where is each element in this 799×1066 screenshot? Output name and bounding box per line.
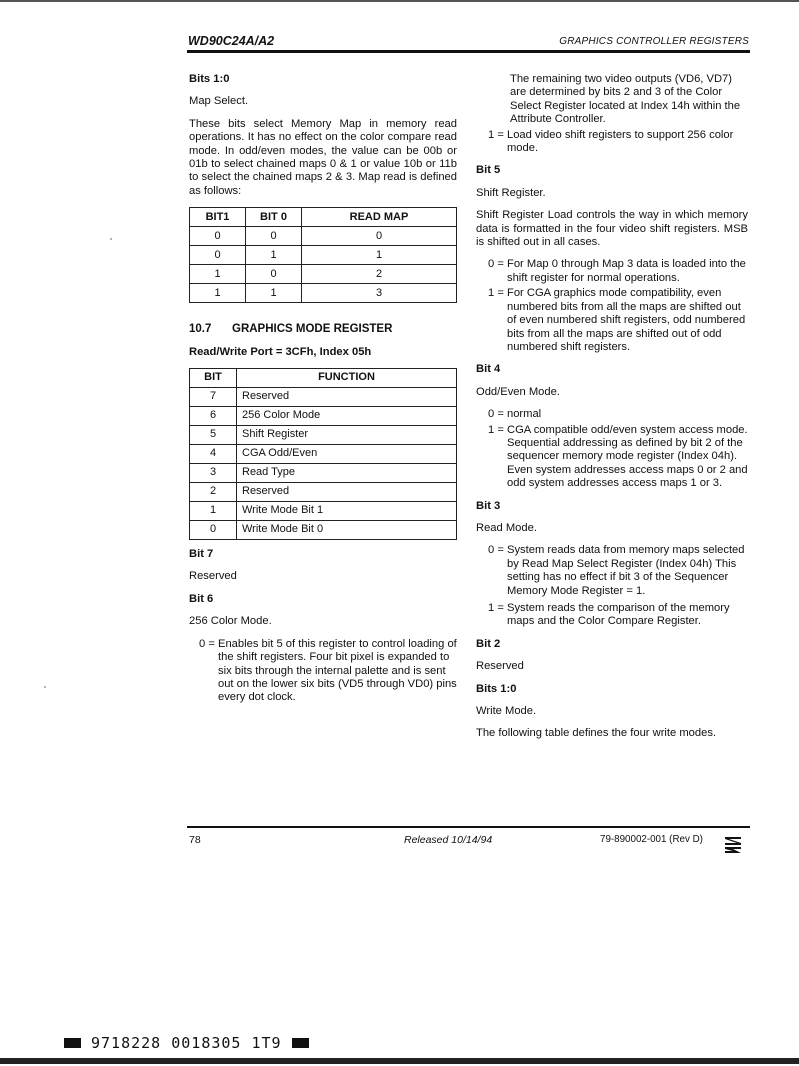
table-row (190, 284, 457, 303)
bit2-heading: Bit 2 (476, 637, 501, 650)
item-text: Load video shift registers to support 256 color mode. (506, 128, 734, 155)
item-text: For Map 0 through Map 3 data is loaded into the shift register for normal operations. (506, 258, 746, 284)
section-heading (189, 323, 457, 336)
table-cell: 0 (246, 227, 302, 246)
table-cell: Reserved (237, 483, 457, 502)
item-key: 0 = (199, 637, 218, 650)
table-cell: 7 (190, 388, 237, 407)
table-cell: Write Mode Bit 1 (237, 502, 457, 521)
section-title: GRAPHICS MODE REGISTER (232, 323, 393, 336)
bits10-write-description: The following table defines the four write modes. (476, 727, 717, 740)
table-cell: 3 (302, 284, 457, 303)
bit6-name: 256 Color Mode. (189, 615, 272, 628)
function-table (189, 368, 457, 540)
section-number: 10.7 (189, 323, 212, 336)
item-text: CGA compatible odd/even system access mode. Sequential addressing as defined by bit 2 of the sequencer memory mode register (Index 04h). Even system addresses access maps 0 or 2 and odd system addresses access maps 1 or 3. (506, 423, 748, 490)
table-cell: 2 (190, 483, 237, 502)
top-edge-line (0, 0, 799, 2)
item-text: For CGA graphics mode compatibility, even numbered bits from all the maps are shifted out of even numbered shift registers, odd numbered bits from all the maps are shifted out of odd numbered shift registers. (506, 287, 746, 353)
bit4-name: Odd/Even Mode. (476, 385, 560, 398)
table-row (190, 521, 457, 540)
table-cell: CGA Odd/Even (237, 445, 457, 464)
right-column (476, 73, 748, 750)
table-header-row (190, 208, 457, 227)
read-map-table (189, 207, 457, 303)
table-cell: 5 (190, 426, 237, 445)
table-cell: 3 (190, 464, 237, 483)
table-cell: 0 (190, 246, 246, 265)
table-row (190, 502, 457, 521)
bit3-item-1 (476, 602, 748, 629)
table-cell: 1 (190, 265, 246, 284)
table-row (190, 265, 457, 284)
table-cell: 0 (302, 227, 457, 246)
barcode-block-right (292, 1038, 309, 1048)
table-cell: 4 (190, 445, 237, 464)
scan-barcode (64, 1034, 309, 1052)
header-part-number: WD90C24A/A2 (188, 34, 275, 48)
item-key: 0 = (488, 544, 507, 557)
footer-rule (187, 826, 750, 828)
table-cell: 0 (246, 265, 302, 284)
bits10-write-heading: Bits 1:0 (476, 682, 517, 695)
item-key: 1 = (488, 602, 507, 614)
table-row (190, 464, 457, 483)
item-text: System reads the comparison of the memory maps and the Color Compare Register. (506, 602, 730, 628)
table-cell: 0 (190, 227, 246, 246)
bit3-heading: Bit 3 (476, 499, 501, 512)
table-cell: 1 (190, 284, 246, 303)
table-cell: 1 (246, 246, 302, 265)
bit6-item-0 (189, 638, 457, 705)
table-cell: Shift Register (237, 426, 457, 445)
bits10-name: Map Select. (189, 95, 249, 108)
bit7-heading: Bit 7 (189, 548, 214, 561)
release-date: Released 10/14/94 (404, 834, 493, 846)
table-row (190, 407, 457, 426)
table-cell: 0 (190, 521, 237, 540)
table-header-cell: BIT (190, 369, 237, 388)
left-column (189, 73, 457, 705)
table-cell: 1 (246, 284, 302, 303)
bit6-continuation: The remaining two video outputs (VD6, VD7) are determined by bits 2 and 3 of the Color Select Register located at Index 14h within the Attribute Controller. (510, 73, 741, 126)
scan-speck (110, 238, 112, 240)
document-number: 79-890002-001 (Rev D) (600, 834, 703, 845)
port-line: Read/Write Port = 3CFh, Index 05h (189, 345, 372, 358)
item-key: 1 = (488, 423, 507, 436)
bit4-heading: Bit 4 (476, 363, 501, 376)
bit6-item-1 (476, 129, 748, 156)
barcode-block-left (64, 1038, 81, 1048)
table-cell: Read Type (237, 464, 457, 483)
table-row (190, 246, 457, 265)
bottom-edge-bar (0, 1058, 799, 1064)
table-header-cell: BIT 0 (246, 208, 302, 227)
bit3-name: Read Mode. (476, 521, 537, 534)
table-header-cell: READ MAP (302, 208, 457, 227)
bit6-heading: Bit 6 (189, 592, 214, 605)
table-cell: 2 (302, 265, 457, 284)
item-key: 1 = (488, 128, 507, 141)
bit4-item-0: 0 = normal (488, 408, 542, 421)
barcode-text: 9718228 0018305 1T9 (91, 1034, 282, 1052)
table-header-cell: BIT1 (190, 208, 246, 227)
table-row (190, 445, 457, 464)
table-cell: Write Mode Bit 0 (237, 521, 457, 540)
table-header-row (190, 369, 457, 388)
header-rule (187, 50, 750, 53)
bits10-description: These bits select Memory Map in memory read operations. It has no effect on the color compare read mode. In odd/even modes, the value can be 00b or 01b to select chained maps 0 & 1 or value 10b or 11b to select the chained maps 2 & 3. Map read is defined as follows: (189, 117, 457, 197)
bit5-name: Shift Register. (476, 186, 546, 199)
bits10-heading: Bits 1:0 (189, 73, 230, 85)
bit3-item-0 (476, 544, 748, 598)
table-row (190, 227, 457, 246)
table-cell: 256 Color Mode (237, 407, 457, 426)
bit5-item-0 (476, 258, 748, 285)
item-key: 0 = (488, 258, 507, 271)
bit2-name: Reserved (476, 660, 524, 673)
bit4-item-1 (476, 424, 748, 491)
wd-logo-icon (724, 834, 742, 854)
header-section-title: GRAPHICS CONTROLLER REGISTERS (559, 36, 749, 47)
item-key: 1 = (488, 287, 507, 300)
table-row (190, 426, 457, 445)
table-cell: Reserved (237, 388, 457, 407)
table-row (190, 388, 457, 407)
table-cell: 1 (190, 502, 237, 521)
bit5-heading: Bit 5 (476, 164, 501, 177)
page-number: 78 (189, 834, 201, 846)
scan-speck (44, 686, 46, 688)
table-cell: 6 (190, 407, 237, 426)
item-text: Enables bit 5 of this register to control loading of the shift registers. Four bit pixel is expanded to six bits through the internal palette and is sent out on the lower six bits (VD5 through VD0) pins every dot clock. (217, 637, 457, 704)
bit5-description: Shift Register Load controls the way in which memory data is formatted in the four video shift registers. MSB is shifted out in all cases. (476, 209, 748, 249)
bits10-write-name: Write Mode. (476, 705, 537, 718)
bit5-item-1 (476, 287, 748, 354)
item-text: System reads data from memory maps selected by Read Map Select Register (Index 04h) This setting has no effect if bit 3 of the Sequencer Memory Mode Register = 1. (506, 544, 745, 597)
table-row (190, 483, 457, 502)
table-cell: 1 (302, 246, 457, 265)
bit7-name: Reserved (189, 570, 237, 583)
table-header-cell: FUNCTION (237, 369, 457, 388)
